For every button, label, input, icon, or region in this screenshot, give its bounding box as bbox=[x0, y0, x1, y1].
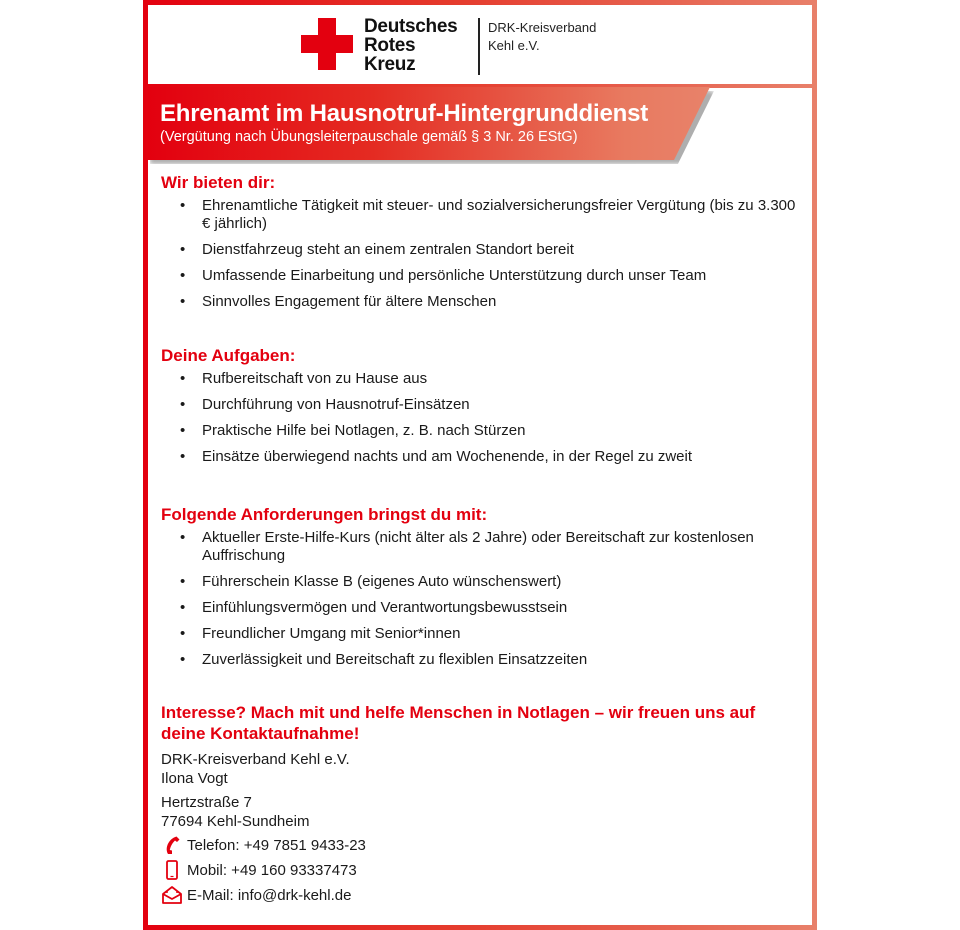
section-heading: Deine Aufgaben: bbox=[161, 346, 296, 365]
call-to-action: Interesse? Mach mit und helfe Menschen in Notlagen – wir freuen uns auf deine Kontaktaufnahme! bbox=[161, 703, 756, 743]
list-item: • Zuverlässigkeit und Bereitschaft zu flexiblen Einsatzzeiten bbox=[180, 651, 588, 668]
mobile-phone-icon bbox=[161, 859, 183, 881]
bullet: • bbox=[180, 197, 186, 214]
red-cross-icon-horizontal bbox=[301, 35, 353, 53]
section-offer bbox=[161, 172, 801, 319]
bullet: • bbox=[180, 396, 186, 413]
bullet: • bbox=[180, 241, 186, 258]
bullet: • bbox=[180, 529, 186, 546]
bullet: • bbox=[180, 293, 186, 310]
list-item: • Führerschein Klasse B (eigenes Auto wünschenswert) bbox=[180, 573, 562, 590]
envelope-icon bbox=[161, 884, 183, 906]
contact-name-block bbox=[161, 750, 350, 788]
logo-word-3: Kreuz bbox=[364, 54, 416, 75]
bullet: • bbox=[180, 422, 186, 439]
requirements-list bbox=[161, 529, 801, 669]
list-item: • Aktueller Erste-Hilfe-Kurs (nicht älter als 2 Jahre) oder Bereitschaft zur kostenlosen Auffrischung bbox=[180, 529, 754, 564]
list-item: • Umfassende Einarbeitung und persönliche Unterstützung durch unser Team bbox=[180, 267, 707, 284]
tasks-list bbox=[161, 370, 692, 466]
contact-person: Ilona Vogt bbox=[161, 770, 228, 787]
list-item: • Praktische Hilfe bei Notlagen, z. B. nach Stürzen bbox=[180, 422, 526, 439]
bullet: • bbox=[180, 625, 186, 642]
logo-org-line-1: DRK-Kreisverband bbox=[488, 20, 597, 35]
contact-email[interactable]: E-Mail: info@drk-kehl.de bbox=[187, 886, 352, 904]
logo-word-1: Deutsches bbox=[364, 16, 458, 37]
contact-organization: DRK-Kreisverband Kehl e.V. bbox=[161, 751, 350, 768]
list-item: • Ehrenamtliche Tätigkeit mit steuer- und sozialversicherungsfreier Vergütung (bis zu 3.300 € jährlich) bbox=[180, 197, 796, 232]
contact-mobile-row bbox=[161, 859, 357, 881]
bullet: • bbox=[180, 448, 186, 465]
list-item: • Einfühlungsvermögen und Verantwortungsbewusstsein bbox=[180, 599, 568, 616]
bullet: • bbox=[180, 573, 186, 590]
list-item: • Dienstfahrzeug steht an einem zentralen Standort bereit bbox=[180, 241, 574, 258]
page-title: Ehrenamt im Hausnotruf-Hintergrunddienst bbox=[160, 100, 649, 127]
list-item: • Freundlicher Umgang mit Senior*innen bbox=[180, 625, 461, 642]
list-item: • Rufbereitschaft von zu Hause aus bbox=[180, 370, 428, 387]
logo-word-2: Rotes bbox=[364, 35, 416, 56]
offer-list bbox=[161, 197, 801, 311]
bullet: • bbox=[180, 267, 186, 284]
section-heading: Wir bieten dir: bbox=[161, 173, 276, 192]
phone-icon bbox=[161, 834, 183, 856]
contact-phone-row bbox=[161, 834, 366, 856]
logo-divider bbox=[478, 18, 480, 75]
list-item: • Sinnvolles Engagement für ältere Menschen bbox=[180, 293, 497, 310]
bullet: • bbox=[180, 599, 186, 616]
contact-email-row bbox=[161, 884, 351, 906]
list-item: • Durchführung von Hausnotruf-Einsätzen bbox=[180, 396, 470, 413]
contact-street: Hertzstraße 7 bbox=[161, 794, 252, 811]
section-requirements bbox=[161, 504, 801, 677]
section-heading: Folgende Anforderungen bringst du mit: bbox=[161, 505, 488, 524]
logo-org-line-2: Kehl e.V. bbox=[488, 38, 540, 53]
bullet: • bbox=[180, 651, 186, 668]
section-tasks bbox=[161, 345, 692, 474]
list-item: • Einsätze überwiegend nachts und am Wochenende, in der Regel zu zweit bbox=[180, 448, 693, 465]
contact-address-block bbox=[161, 793, 309, 831]
bullet: • bbox=[180, 370, 186, 387]
contact-phone[interactable]: Telefon: +49 7851 9433-23 bbox=[187, 836, 366, 854]
contact-mobile[interactable]: Mobil: +49 160 93337473 bbox=[187, 861, 357, 879]
page-subtitle: (Vergütung nach Übungsleiterpauschale gemäß § 3 Nr. 26 EStG) bbox=[160, 129, 578, 145]
contact-city: 77694 Kehl-Sundheim bbox=[161, 813, 310, 830]
